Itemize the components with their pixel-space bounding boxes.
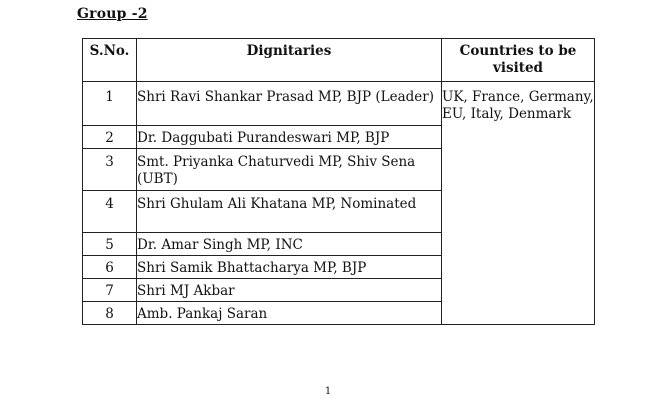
countries-cell: UK, France, Germany, EU, Italy, Denmark bbox=[442, 82, 595, 325]
header-sno: S.No. bbox=[83, 39, 137, 82]
row-sno: 1 bbox=[83, 82, 137, 126]
row-sno: 6 bbox=[83, 256, 137, 279]
row-sno: 5 bbox=[83, 233, 137, 256]
row-dignitary: Shri Samik Bhattacharya MP, BJP bbox=[137, 256, 442, 279]
row-sno: 7 bbox=[83, 279, 137, 302]
header-countries: Countries to be visited bbox=[442, 39, 595, 82]
row-dignitary: Dr. Daggubati Purandeswari MP, BJP bbox=[137, 126, 442, 149]
row-sno: 2 bbox=[83, 126, 137, 149]
row-dignitary: Amb. Pankaj Saran bbox=[137, 302, 442, 325]
row-dignitary: Shri Ravi Shankar Prasad MP, BJP (Leader) bbox=[137, 82, 442, 126]
table-header-row bbox=[83, 39, 595, 82]
row-dignitary: Shri Ghulam Ali Khatana MP, Nominated bbox=[137, 191, 442, 233]
delegation-table bbox=[82, 38, 595, 325]
table-row bbox=[83, 82, 595, 126]
row-sno: 3 bbox=[83, 149, 137, 191]
group-title: Group -2 bbox=[77, 6, 148, 22]
row-sno: 8 bbox=[83, 302, 137, 325]
row-sno: 4 bbox=[83, 191, 137, 233]
row-dignitary: Smt. Priyanka Chaturvedi MP, Shiv Sena (UBT) bbox=[137, 149, 442, 191]
header-dignitaries: Dignitaries bbox=[137, 39, 442, 82]
row-dignitary: Shri MJ Akbar bbox=[137, 279, 442, 302]
row-dignitary: Dr. Amar Singh MP, INC bbox=[137, 233, 442, 256]
page-number: 1 bbox=[324, 386, 332, 397]
